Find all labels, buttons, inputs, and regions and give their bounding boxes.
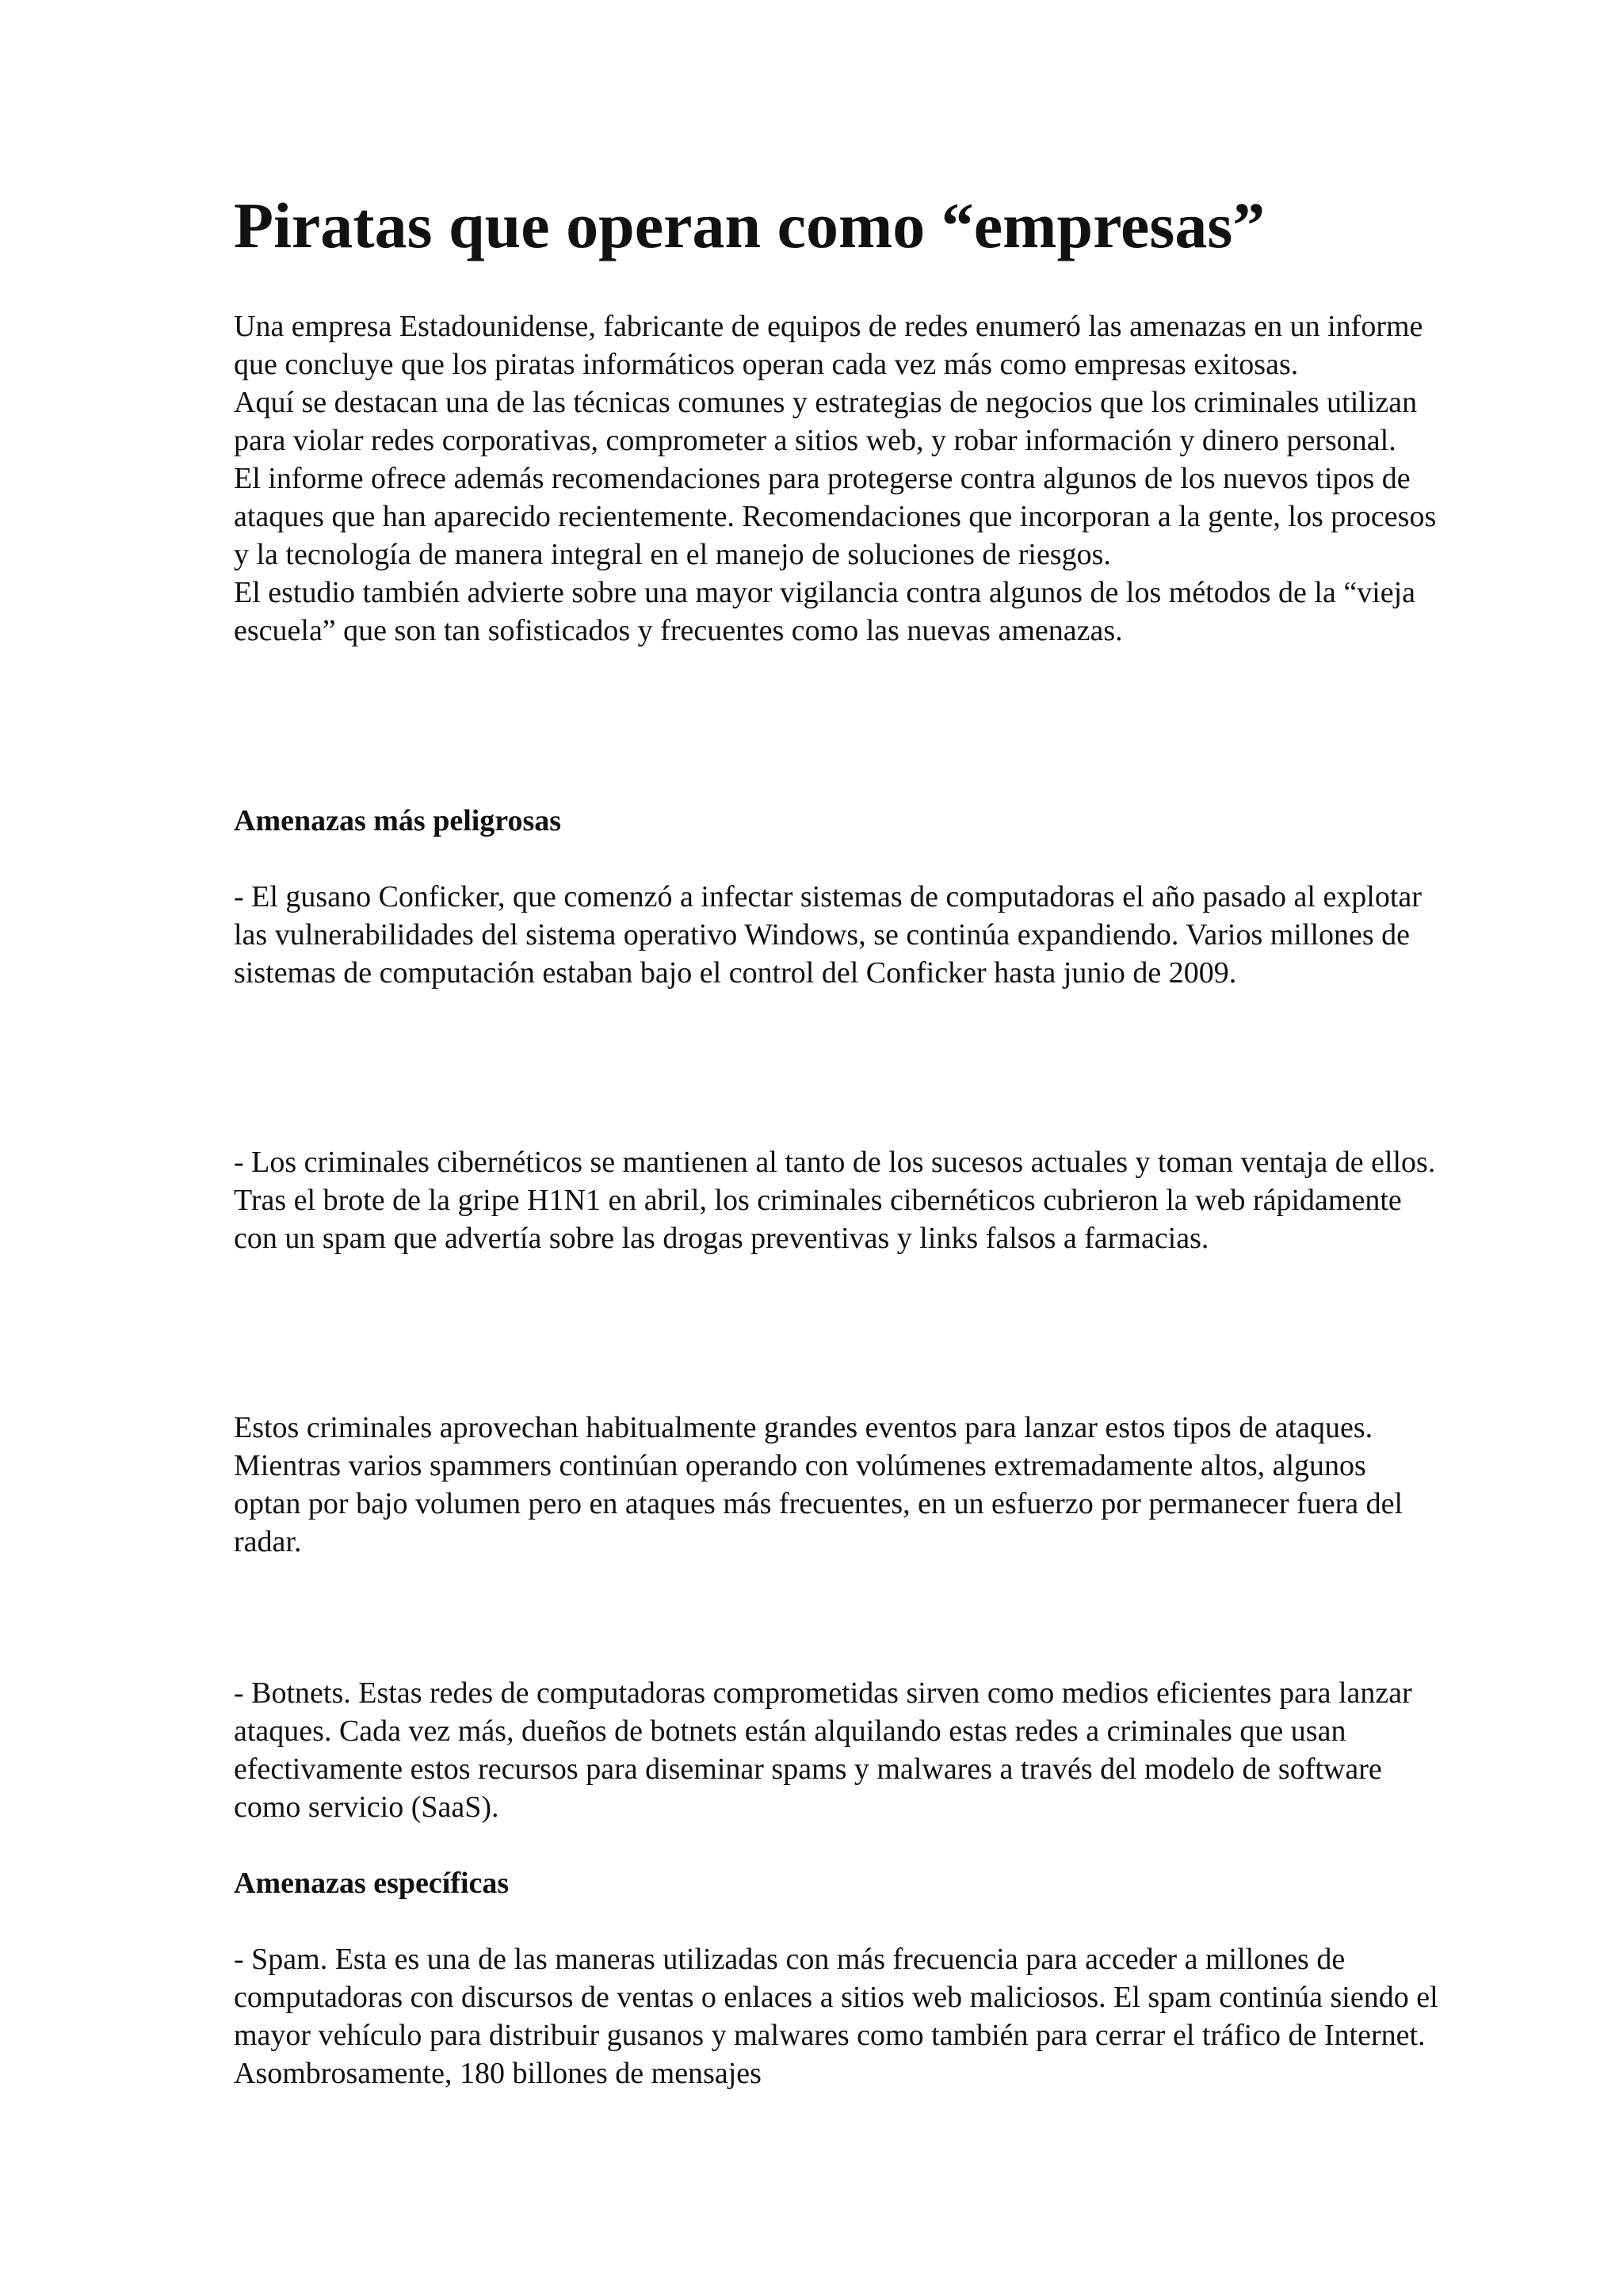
intro-section — [234, 307, 1438, 650]
paragraph-spam: - Spam. Esta es una de las maneras utilizadas con más frecuencia para acceder a millones de computadoras con discursos de ventas o enlaces a sitios web maliciosos. El spam continúa siendo el mayor vehículo para distribuir gusanos y malwares como también para cerrar el tráfico de Internet. Asombrosamente, 180 billones de mensajes — [234, 1943, 1438, 2090]
section-heading-dangerous-threats: Amenazas más peligrosas — [234, 804, 562, 837]
intro-paragraph: El estudio también advierte sobre una mayor vigilancia contra algunos de los métodos de la “vieja escuela” que son tan sofisticados y frecuentes como las nuevas amenazas. — [234, 576, 1416, 647]
paragraph-major-events: Estos criminales aprovechan habitualmente grandes eventos para lanzar estos tipos de ataques. Mientras varios spammers continúan operando con volúmenes extremadamente altos, algunos optan por bajo volumen pero en ataques más frecuentes, en un esfuerzo por permanecer fuera del radar. — [234, 1411, 1403, 1558]
paragraph-cyber-criminals: - Los criminales cibernéticos se mantienen al tanto de los sucesos actuales y toman ventaja de ellos. Tras el brote de la gripe H1N1 en abril, los criminales cibernéticos cubrieron la web rápidamente con un spam que advertía sobre las drogas preventivas y links falsos a farmacias. — [234, 1146, 1436, 1255]
page-title: Piratas que operan como “empresas” — [234, 189, 1266, 261]
paragraph-conficker: - El gusano Conficker, que comenzó a infectar sistemas de computadoras el año pasado al explotar las vulnerabilidades del sistema operativo Windows, se continúa expandiendo. Varios millones de sistemas de computación estaban bajo el control del Conficker hasta junio de 2009. — [234, 880, 1422, 990]
intro-paragraph: El informe ofrece además recomendaciones para protegerse contra algunos de los nuevos tipos de ataques que han aparecido recientemente. Recomendaciones que incorporan a la gente, los procesos y la tecnología de manera integral en el manejo de soluciones de riesgos. — [234, 462, 1437, 571]
section-heading-specific-threats: Amenazas específicas — [234, 1867, 510, 1900]
intro-paragraph: Una empresa Estadounidense, fabricante de equipos de redes enumeró las amenazas en un informe que concluye que los piratas informáticos operan cada vez más como empresas exitosas. — [234, 310, 1423, 381]
paragraph-botnets: - Botnets. Estas redes de computadoras comprometidas sirven como medios eficientes para lanzar ataques. Cada vez más, dueños de botnets están alquilando estas redes a criminales que usan efectivamente estos recursos para diseminar spams y malwares a través del modelo de software como servicio (SaaS). — [234, 1676, 1412, 1824]
intro-paragraph: Aquí se destacan una de las técnicas comunes y estrategias de negocios que los criminales utilizan para violar redes corporativas, comprometer a sitios web, y robar información y dinero personal. — [234, 386, 1418, 457]
